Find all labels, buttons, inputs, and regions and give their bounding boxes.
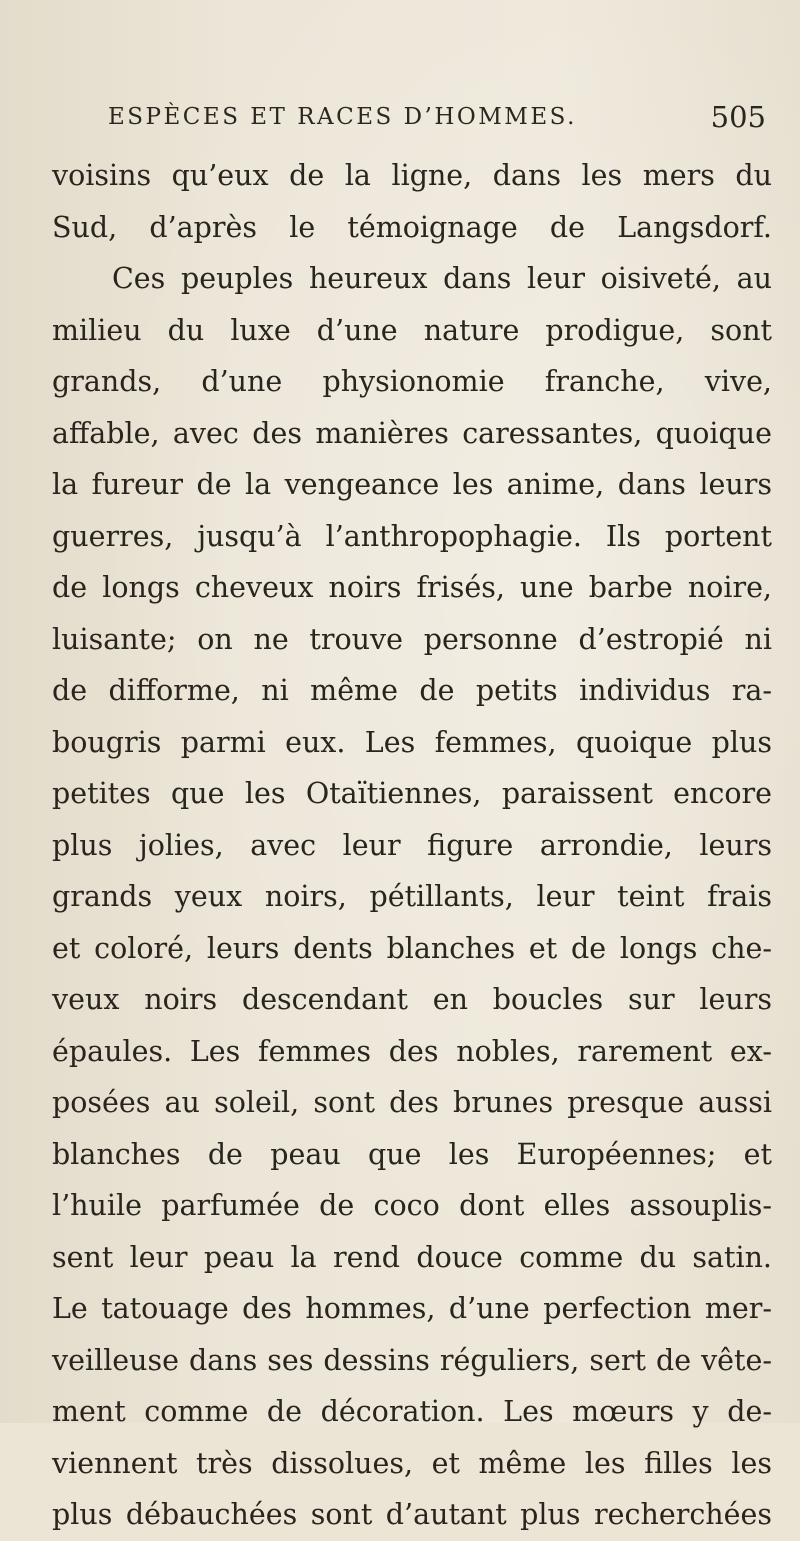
text-line: affable, avec des manières caressantes, quoique [52,416,772,450]
text-line: Le tatouage des hommes, d’une perfection mer- [52,1292,772,1325]
text-line: et coloré, leurs dents blanches et de longs che- [52,931,772,965]
running-title: ESPÈCES ET RACES D’HOMMES. [108,104,577,130]
text-line: petites que les Otaïtiennes, paraissent encore [52,777,772,810]
text-line: milieu du luxe d’une nature prodigue, sont [52,313,772,347]
text-line: l’huile parfumée de coco dont elles assouplis- [52,1189,772,1222]
page-header [108,100,766,144]
text-line: épaules. Les femmes des nobles, rarement ex- [52,1034,772,1068]
page-number: 505 [710,100,766,134]
text-line: voisins qu’eux de la ligne, dans les mers du [52,159,772,192]
text-line: ment comme de décoration. Les mœurs y de- [52,1395,772,1428]
text-line: Ces peuples heureux dans leur oisiveté, au [112,262,772,295]
text-line: de difforme, ni même de petits individus ra- [52,674,772,707]
text-line: luisante; on ne trouve personne d’estropié ni [52,622,772,656]
text-line: blanches de peau que les Européennes; et [52,1137,772,1171]
text-line: guerres, jusqu’à l’anthropophagie. Ils portent [52,519,772,553]
text-line: Sud, d’après le témoignage de Langsdorf. [52,210,772,244]
text-line: grands yeux noirs, pétillants, leur teint frais [52,880,772,913]
text-line: veilleuse dans ses dessins réguliers, sert de vête- [52,1343,772,1377]
text-line: viennent très dissolues, et même les filles les [52,1446,772,1480]
text-line: plus débauchées sont d’autant plus recherchées [52,1498,772,1531]
text-line: bougris parmi eux. Les femmes, quoique plus [52,725,772,759]
text-line: veux noirs descendant en boucles sur leurs [52,983,772,1016]
body-text [52,150,772,1541]
text-line: sent leur peau la rend douce comme du satin. [52,1240,772,1274]
text-line: posées au soleil, sont des brunes presque aussi [52,1086,772,1119]
text-line: la fureur de la vengeance les anime, dans leurs [52,468,772,501]
text-line: grands, d’une physionomie franche, vive, [52,365,772,398]
text-line: de longs cheveux noirs frisés, une barbe noire, [52,571,772,604]
text-line: plus jolies, avec leur figure arrondie, leurs [52,828,772,862]
